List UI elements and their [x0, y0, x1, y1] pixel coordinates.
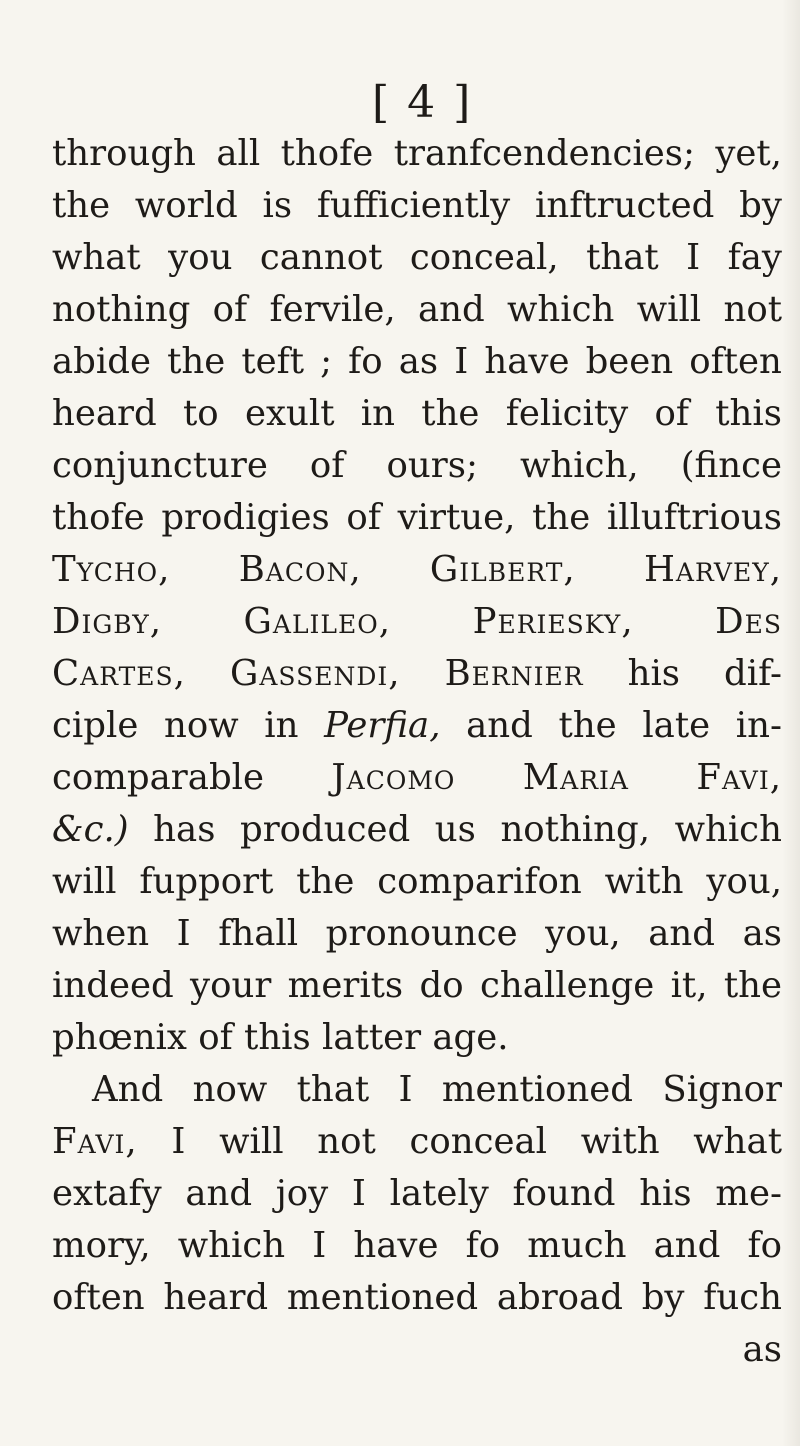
word: Jacomo	[331, 757, 456, 798]
word: by	[641, 1277, 685, 1318]
word: comparifon	[377, 861, 582, 902]
word: that	[586, 237, 659, 278]
word: of	[212, 289, 248, 330]
word: with	[604, 861, 684, 902]
word: cannot	[259, 237, 383, 278]
word: much	[527, 1225, 627, 1266]
text-line	[52, 284, 782, 336]
word: pronounce	[325, 913, 518, 954]
word: &c.)	[52, 809, 129, 850]
word: and	[417, 289, 485, 330]
word: illuftrious	[606, 497, 782, 538]
word: Favi,	[52, 1121, 138, 1162]
word: all	[216, 133, 261, 174]
word: nothing,	[500, 809, 651, 850]
word: indeed	[52, 965, 174, 1006]
word: teft	[241, 341, 304, 382]
page-edge-shadow	[782, 0, 800, 1446]
word: prodigies	[161, 497, 330, 538]
word: often	[52, 1277, 145, 1318]
word: often	[689, 341, 782, 382]
word: phœnix	[52, 1017, 187, 1058]
word: been	[585, 341, 674, 382]
text-line	[52, 804, 782, 856]
word: Perfia,	[324, 705, 441, 746]
word: Maria	[522, 757, 629, 798]
word: fupport	[139, 861, 274, 902]
word: fo	[465, 1225, 501, 1266]
word: not	[317, 1121, 376, 1162]
body-text	[52, 128, 782, 1376]
word: I	[351, 1173, 366, 1214]
word: which	[507, 289, 615, 330]
word: felicity	[505, 393, 629, 434]
word: the	[167, 341, 226, 382]
text-line	[52, 596, 782, 648]
word: heard	[52, 393, 157, 434]
word: fufficiently	[316, 185, 511, 226]
word: the	[52, 185, 111, 226]
text-line	[52, 856, 782, 908]
word: fervile,	[269, 289, 396, 330]
word: Galileo,	[243, 601, 392, 642]
word: which,	[519, 445, 639, 486]
word: what	[52, 237, 141, 278]
word: which	[674, 809, 782, 850]
word: fay	[727, 237, 782, 278]
word: and	[185, 1173, 253, 1214]
word: this	[715, 393, 782, 434]
word: inftructed	[535, 185, 715, 226]
word: heard	[163, 1277, 269, 1318]
word: Cartes,	[52, 653, 186, 694]
text-line	[52, 492, 782, 544]
text-line	[52, 388, 782, 440]
word: Gassendi,	[229, 653, 401, 694]
word: of	[346, 497, 381, 538]
word: the	[421, 393, 480, 434]
word: with	[580, 1121, 660, 1162]
word: world	[134, 185, 238, 226]
text-line	[52, 128, 782, 180]
word: you,	[706, 861, 782, 902]
word: thofe	[280, 133, 374, 174]
word: Favi,	[696, 757, 782, 798]
word: abroad	[496, 1277, 623, 1318]
word: which	[177, 1225, 286, 1266]
word: fo	[747, 1225, 782, 1266]
text-line	[52, 544, 782, 596]
word: have	[484, 341, 570, 382]
word: extafy	[52, 1173, 162, 1214]
word: to	[183, 393, 219, 434]
word: joy	[275, 1173, 329, 1214]
word: latter	[322, 1017, 422, 1058]
text-line	[52, 1168, 782, 1220]
word: what	[693, 1121, 782, 1162]
word: of	[654, 393, 689, 434]
word: Bernier	[444, 653, 584, 694]
word: virtue,	[397, 497, 516, 538]
word: that	[296, 1069, 370, 1110]
word: Digby,	[52, 601, 163, 642]
word: when	[52, 913, 150, 954]
word: lately	[389, 1173, 489, 1214]
text-line	[52, 440, 782, 492]
word: through	[52, 133, 196, 174]
word: And	[92, 1069, 164, 1110]
word: Gilbert,	[429, 549, 576, 590]
text-line	[52, 1012, 782, 1064]
word: mory,	[52, 1225, 151, 1266]
word: age.	[432, 1017, 509, 1058]
text-line	[52, 752, 782, 804]
word: and	[648, 913, 716, 954]
word: ;	[320, 341, 333, 382]
word: not	[723, 289, 782, 330]
word: as	[742, 913, 782, 954]
text-line	[52, 908, 782, 960]
word: tranfcendencies;	[393, 133, 695, 174]
word: conceal	[409, 1121, 547, 1162]
text-line	[52, 232, 782, 284]
word: exult	[244, 393, 335, 434]
word: Harvey,	[643, 549, 782, 590]
word: merits	[287, 965, 404, 1006]
page-number: [ 4 ]	[372, 77, 473, 128]
word: I	[171, 1121, 186, 1162]
word: fo	[348, 341, 383, 382]
word: Periesky,	[472, 601, 634, 642]
word: do	[419, 965, 464, 1006]
word: your	[190, 965, 272, 1006]
text-line	[52, 648, 782, 700]
word: fhall	[218, 913, 299, 954]
word: Signor	[662, 1069, 782, 1110]
word: yet,	[715, 133, 782, 174]
word: as	[398, 341, 439, 382]
word: found	[512, 1173, 616, 1214]
word: comparable	[52, 757, 265, 798]
word: by	[739, 185, 782, 226]
word: I	[454, 341, 469, 382]
word: ours;	[386, 445, 478, 486]
word: the	[558, 705, 617, 746]
word: will	[219, 1121, 284, 1162]
word: I	[686, 237, 701, 278]
word: in	[360, 393, 395, 434]
word: now	[163, 705, 239, 746]
text-line	[52, 1064, 782, 1116]
word: thofe	[52, 497, 145, 538]
word: will	[636, 289, 702, 330]
word: the	[532, 497, 591, 538]
text-line	[52, 180, 782, 232]
word: mentioned	[441, 1069, 634, 1110]
word: conceal,	[409, 237, 559, 278]
word: Tycho,	[52, 549, 171, 590]
word: have	[353, 1225, 439, 1266]
word: his	[639, 1173, 692, 1214]
text-line	[52, 1220, 782, 1272]
word: this	[244, 1017, 311, 1058]
word: you,	[545, 913, 621, 954]
word: Des	[715, 601, 782, 642]
word: late	[642, 705, 711, 746]
word: us	[434, 809, 476, 850]
word: it,	[670, 965, 708, 1006]
word: me-	[715, 1173, 782, 1214]
word: (fince	[680, 445, 782, 486]
word: conjuncture	[52, 445, 268, 486]
word: and	[653, 1225, 721, 1266]
word: I	[398, 1069, 413, 1110]
word: dif-	[724, 653, 782, 694]
text-line	[52, 1116, 782, 1168]
word: ciple	[52, 705, 139, 746]
word: I	[176, 913, 191, 954]
word: and	[466, 705, 533, 746]
text-line	[52, 700, 782, 752]
word: has	[153, 809, 216, 850]
word: the	[723, 965, 782, 1006]
word: fuch	[703, 1277, 782, 1318]
word: Bacon,	[238, 549, 362, 590]
text-line	[52, 336, 782, 388]
word: the	[296, 861, 355, 902]
word: in-	[735, 705, 782, 746]
word: you	[168, 237, 233, 278]
word: his	[627, 653, 681, 694]
text-line	[52, 960, 782, 1012]
word: of	[198, 1017, 233, 1058]
word: will	[52, 861, 117, 902]
catchword-text: as	[742, 1329, 782, 1370]
word: now	[192, 1069, 268, 1110]
text-line	[52, 1272, 782, 1324]
word: mentioned	[286, 1277, 479, 1318]
word: in	[264, 705, 299, 746]
catchword	[52, 1324, 782, 1376]
word: challenge	[479, 965, 655, 1006]
word: of	[309, 445, 345, 486]
word: produced	[239, 809, 411, 850]
word: I	[312, 1225, 327, 1266]
word: nothing	[52, 289, 191, 330]
word: abide	[52, 341, 151, 382]
word: is	[262, 185, 293, 226]
